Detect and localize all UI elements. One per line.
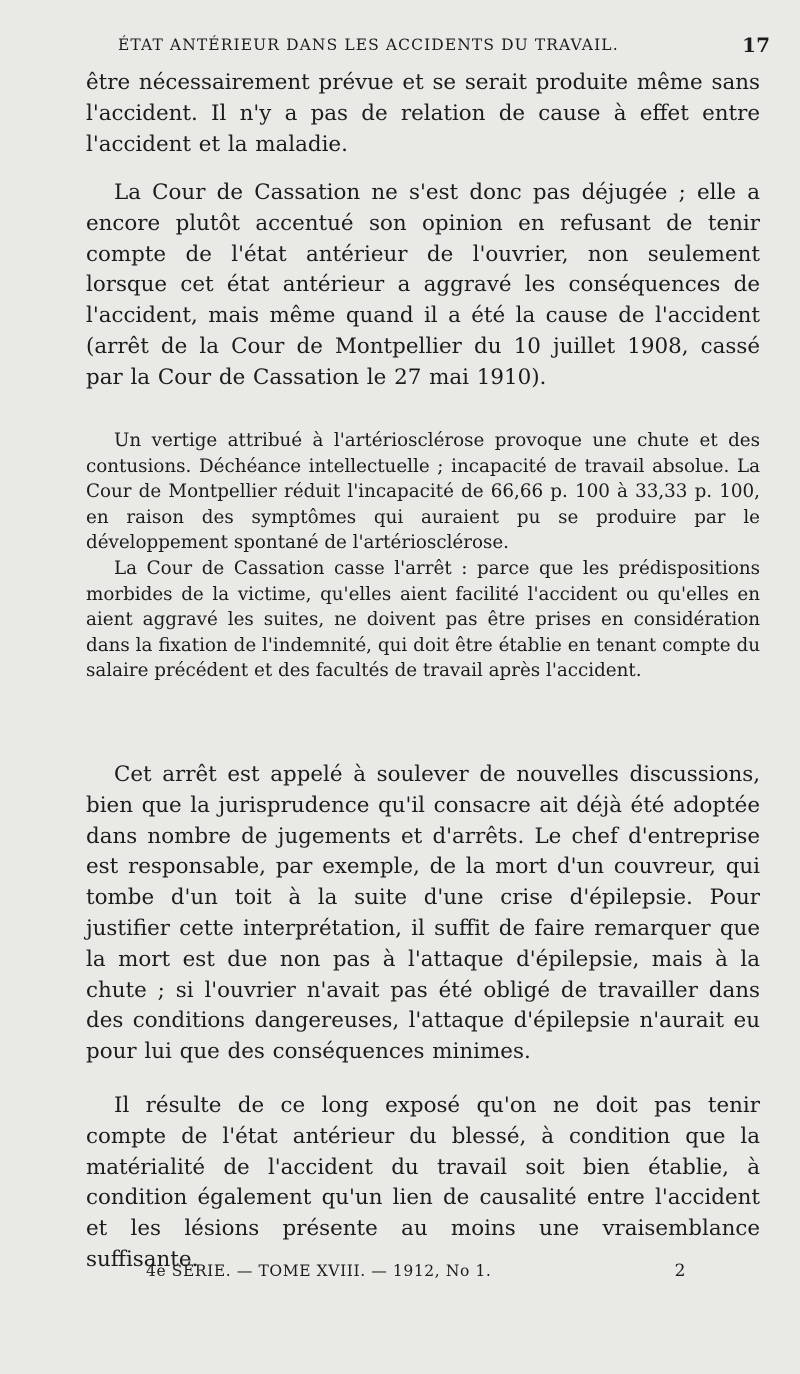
- paragraph-cassation-block: [86, 178, 760, 394]
- paragraph-case-facts: Un vertige attribué à l'artériosclérose provoque une chute et des contusions. Déchéance intellectuelle ; incapacité de travail absolue. La Cour de Montpellier réduit l'incapacité de 66,66 p. 100 à 33,33 p. 100, en raison des symptômes qui auraient pu se produire par le développement spontané de l'artériosclérose.: [86, 430, 760, 554]
- running-header: [118, 33, 770, 57]
- paragraph-discussion-block: [86, 760, 760, 1068]
- paragraph-conclusion: Il résulte de ce long exposé qu'on ne doit pas tenir compte de l'état antérieur du blessé, à condition que la matérialité de l'accident du travail soit bien établie, à condition également qu'un lien de causalité entre l'accident et les lésions présente au moins une vraisemblance suffisante.: [86, 1093, 760, 1272]
- series-line: 4e SÉRIE. — TOME XVIII. — 1912, No 1.: [146, 1262, 492, 1280]
- paragraph-cassation: La Cour de Cassation ne s'est donc pas déjugée ; elle a encore plutôt accentué son opinion en refusant de tenir compte de l'état antérieur de l'ouvrier, non seulement lorsque cet état antérieur a aggravé les conséquences de l'accident, mais même quand il a été la cause de l'accident (arrêt de la Cour de Montpellier du 10 juillet 1908, cassé par la Cour de Cassation le 27 mai 1910).: [86, 180, 760, 390]
- running-title: ÉTAT ANTÉRIEUR DANS LES ACCIDENTS DU TRAVAIL.: [118, 36, 619, 54]
- paragraph-case-ruling: La Cour de Cassation casse l'arrêt : parce que les prédispositions morbides de la victime, qu'elles aient facilité l'accident ou qu'elles en aient aggravé les suites, ne doivent pas être prises en considération dans la fixation de l'indemnité, qui doit être établie en tenant compte du salaire précédent et des facultés de travail après l'accident.: [86, 557, 760, 682]
- case-summary-block: [86, 428, 760, 684]
- paragraph-continuation-block: [86, 68, 760, 160]
- paragraph-conclusion-block: [86, 1091, 760, 1276]
- page-number: 17: [742, 33, 770, 57]
- page-footer: [146, 1262, 686, 1280]
- paragraph-discussion: Cet arrêt est appelé à soulever de nouvelles discussions, bien que la jurisprudence qu'il consacre ait déjà été adoptée dans nombre de jugements et d'arrêts. Le chef d'entreprise est responsable, par exemple, de la mort d'un couvreur, qui tombe d'un toit à la suite d'une crise d'épilepsie. Pour justifier cette interprétation, il suffit de faire remarquer que la mort est due non pas à l'attaque d'épilepsie, mais à la chute ; si l'ouvrier n'avait pas été obligé de travailler dans des conditions dangereuses, l'attaque d'épilepsie n'aurait eu pour lui que des conséquences minimes.: [86, 762, 760, 1065]
- paragraph-continuation: être nécessairement prévue et se serait produite même sans l'accident. Il n'y a pas de relation de cause à effet entre l'accident et la maladie.: [86, 70, 760, 157]
- sheet-number: 2: [674, 1261, 686, 1281]
